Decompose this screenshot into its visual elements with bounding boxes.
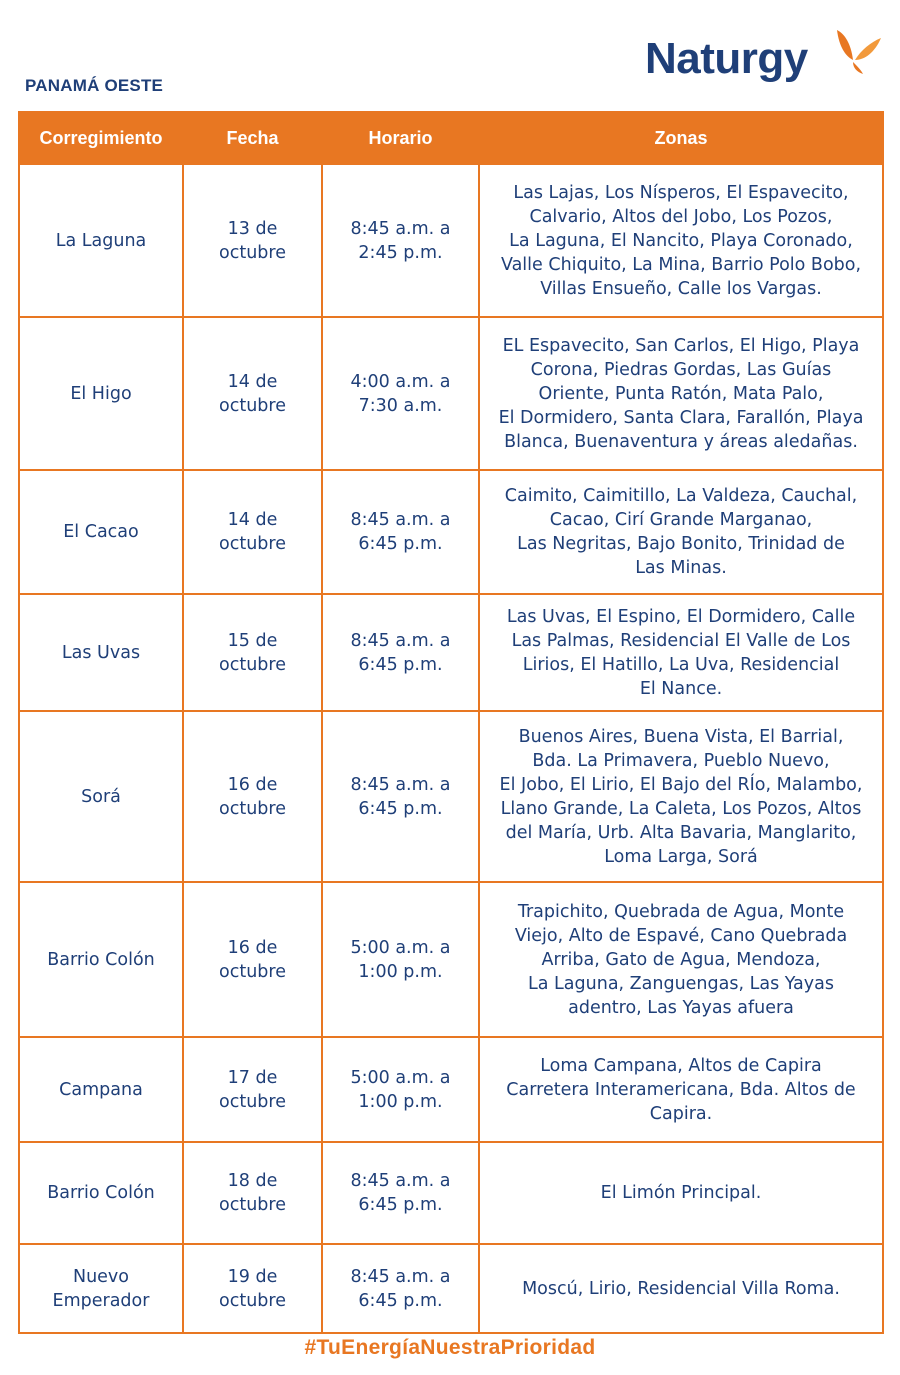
fecha-cell: 19 de octubre xyxy=(183,1244,322,1333)
fecha-cell: 13 de octubre xyxy=(183,164,322,317)
table-row xyxy=(19,711,883,882)
table-row xyxy=(19,470,883,594)
zonas-cell: Las Uvas, El Espino, El Dormidero, Calle Las Palmas, Residencial El Valle de Los Lirios, El Hatillo, La Uva, Residencial El Nance. xyxy=(479,594,883,711)
fecha-cell: 14 de octubre xyxy=(183,317,322,470)
corregimiento-cell: Nuevo Emperador xyxy=(19,1244,183,1333)
horario-cell: 8:45 a.m. a 6:45 p.m. xyxy=(322,1142,479,1244)
table-row xyxy=(19,164,883,317)
corregimiento-cell: La Laguna xyxy=(19,164,183,317)
zonas-cell: Moscú, Lirio, Residencial Villa Roma. xyxy=(479,1244,883,1333)
naturgy-logo xyxy=(645,26,885,96)
header-horario: Horario xyxy=(322,112,479,164)
corregimiento-cell: Campana xyxy=(19,1037,183,1142)
corregimiento-cell: Barrio Colón xyxy=(19,882,183,1037)
zonas-cell: Las Lajas, Los Nísperos, El Espavecito, Calvario, Altos del Jobo, Los Pozos, La Laguna, El Nancito, Playa Coronado, Valle Chiquito, La Mina, Barrio Polo Bobo, Villas Ensueño, Calle los Vargas. xyxy=(479,164,883,317)
fecha-cell: 18 de octubre xyxy=(183,1142,322,1244)
horario-cell: 4:00 a.m. a 7:30 a.m. xyxy=(322,317,479,470)
corregimiento-cell: Barrio Colón xyxy=(19,1142,183,1244)
table-row xyxy=(19,1244,883,1333)
fecha-cell: 15 de octubre xyxy=(183,594,322,711)
corregimiento-cell: Sorá xyxy=(19,711,183,882)
zonas-cell: Caimito, Caimitillo, La Valdeza, Cauchal, Cacao, Cirí Grande Marganao, Las Negritas, Bajo Bonito, Trinidad de Las Minas. xyxy=(479,470,883,594)
table-row xyxy=(19,594,883,711)
horario-cell: 8:45 a.m. a 6:45 p.m. xyxy=(322,711,479,882)
zonas-cell: Loma Campana, Altos de Capira Carretera Interamericana, Bda. Altos de Capira. xyxy=(479,1037,883,1142)
region-title: PANAMÁ OESTE xyxy=(25,76,164,95)
fecha-cell: 16 de octubre xyxy=(183,882,322,1037)
schedule-table xyxy=(18,111,884,1334)
zonas-cell: EL Espavecito, San Carlos, El Higo, Playa Corona, Piedras Gordas, Las Guías Oriente, Punta Ratón, Mata Palo, El Dormidero, Santa Clara, Farallón, Playa Blanca, Buenaventura y áreas aledañas. xyxy=(479,317,883,470)
butterfly-icon xyxy=(831,26,883,78)
header-corregimiento: Corregimiento xyxy=(19,112,183,164)
horario-cell: 8:45 a.m. a 2:45 p.m. xyxy=(322,164,479,317)
zonas-cell: Trapichito, Quebrada de Agua, Monte Viejo, Alto de Espavé, Cano Quebrada Arriba, Gato de Agua, Mendoza, La Laguna, Zanguengas, Las Yayas adentro, Las Yayas afuera xyxy=(479,882,883,1037)
table-header-row xyxy=(19,112,883,164)
fecha-cell: 14 de octubre xyxy=(183,470,322,594)
zonas-cell: El Limón Principal. xyxy=(479,1142,883,1244)
fecha-cell: 16 de octubre xyxy=(183,711,322,882)
horario-cell: 5:00 a.m. a 1:00 p.m. xyxy=(322,1037,479,1142)
horario-cell: 8:45 a.m. a 6:45 p.m. xyxy=(322,470,479,594)
table-row xyxy=(19,1142,883,1244)
brand-name: Naturgy xyxy=(645,34,808,83)
zonas-cell: Buenos Aires, Buena Vista, El Barrial, Bda. La Primavera, Pueblo Nuevo, El Jobo, El Lirio, El Bajo del RÍo, Malambo, Llano Grande, La Caleta, Los Pozos, Altos del María, Urb. Alta Bavaria, Manglarito, Loma Larga, Sorá xyxy=(479,711,883,882)
table-row xyxy=(19,882,883,1037)
corregimiento-cell: El Higo xyxy=(19,317,183,470)
horario-cell: 5:00 a.m. a 1:00 p.m. xyxy=(322,882,479,1037)
table-row xyxy=(19,1037,883,1142)
corregimiento-cell: El Cacao xyxy=(19,470,183,594)
horario-cell: 8:45 a.m. a 6:45 p.m. xyxy=(322,1244,479,1333)
header-fecha: Fecha xyxy=(183,112,322,164)
corregimiento-cell: Las Uvas xyxy=(19,594,183,711)
header-zonas: Zonas xyxy=(479,112,883,164)
table-row xyxy=(19,317,883,470)
horario-cell: 8:45 a.m. a 6:45 p.m. xyxy=(322,594,479,711)
hashtag: #TuEnergíaNuestraPrioridad xyxy=(304,1336,596,1359)
fecha-cell: 17 de octubre xyxy=(183,1037,322,1142)
